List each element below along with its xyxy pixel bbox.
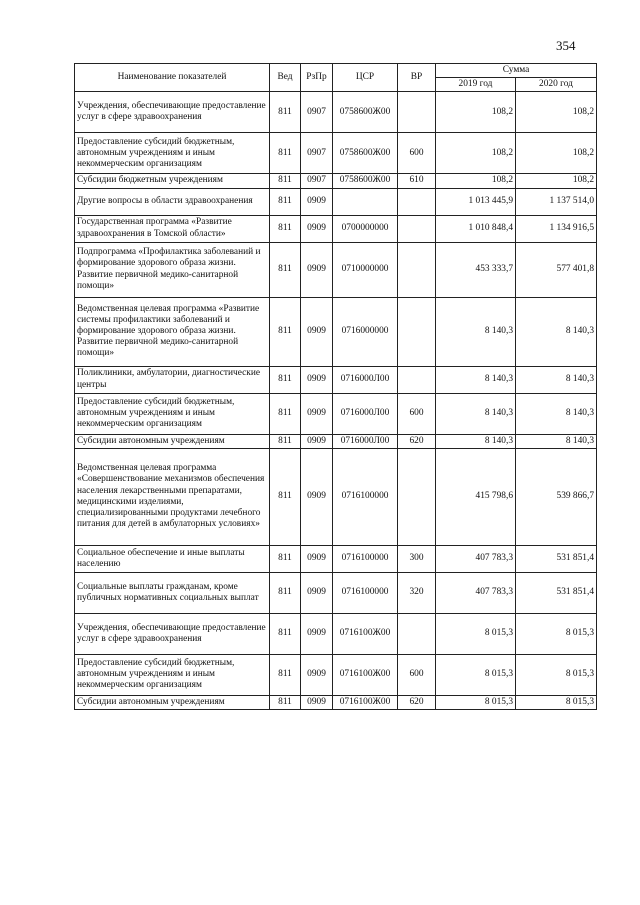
cell-vr: 600 [398,654,436,695]
cell-2019: 407 783,3 [436,572,516,613]
cell-name: Субсидии автономным учреждениям [75,695,270,709]
cell-csr [333,188,398,215]
table-row [75,393,597,434]
cell-2020: 8 015,3 [516,654,597,695]
cell-rzpr: 0909 [301,613,333,654]
cell-2020: 531 851,4 [516,572,597,613]
cell-vr [398,448,436,545]
cell-csr: 0716100000 [333,545,398,572]
cell-2019: 1 010 848,4 [436,215,516,242]
cell-rzpr: 0907 [301,133,333,174]
cell-vr: 600 [398,393,436,434]
cell-csr: 0758600Ж00 [333,92,398,133]
cell-vr: 600 [398,133,436,174]
table-row [75,297,597,366]
cell-ved: 811 [270,545,301,572]
cell-vr [398,613,436,654]
cell-rzpr: 0909 [301,545,333,572]
cell-2020: 8 140,3 [516,393,597,434]
cell-2019: 108,2 [436,174,516,188]
table-row [75,613,597,654]
header-sum: Сумма [436,64,597,78]
cell-ved: 811 [270,366,301,393]
cell-vr: 320 [398,572,436,613]
table-row [75,188,597,215]
cell-rzpr: 0909 [301,393,333,434]
cell-2020: 8 015,3 [516,613,597,654]
cell-2019: 108,2 [436,133,516,174]
cell-ved: 811 [270,215,301,242]
cell-ved: 811 [270,572,301,613]
cell-csr: 0716100Ж00 [333,695,398,709]
cell-name: Ведомственная целевая программа «Совершенствование механизмов обеспечения населения лекарственными препаратами, медицинскими изделиями, специализированными продуктами лечебного питания для детей в амбулаторных условиях» [75,448,270,545]
cell-2020: 8 140,3 [516,297,597,366]
cell-vr: 610 [398,174,436,188]
cell-ved: 811 [270,133,301,174]
cell-name: Государственная программа «Развитие здравоохранения в Томской области» [75,215,270,242]
header-year-2019: 2019 год [436,78,516,92]
cell-csr: 0700000000 [333,215,398,242]
table-body [75,92,597,710]
cell-rzpr: 0907 [301,174,333,188]
table-row [75,572,597,613]
cell-ved: 811 [270,174,301,188]
cell-name: Социальные выплаты гражданам, кроме публичных нормативных социальных выплат [75,572,270,613]
table-row [75,654,597,695]
cell-2019: 415 798,6 [436,448,516,545]
cell-2019: 8 140,3 [436,434,516,448]
cell-name: Подпрограмма «Профилактика заболеваний и формирование здорового образа жизни. Развитие первичной медико-санитарной помощи» [75,242,270,297]
header-name: Наименование показателей [75,64,270,92]
cell-name: Другие вопросы в области здравоохранения [75,188,270,215]
cell-csr: 0716000000 [333,297,398,366]
cell-2020: 8 015,3 [516,695,597,709]
cell-ved: 811 [270,297,301,366]
header-ved: Вед [270,64,301,92]
cell-2019: 8 015,3 [436,654,516,695]
cell-ved: 811 [270,188,301,215]
cell-ved: 811 [270,393,301,434]
cell-name: Поликлиники, амбулатории, диагностические центры [75,366,270,393]
cell-ved: 811 [270,242,301,297]
cell-vr [398,297,436,366]
cell-ved: 811 [270,434,301,448]
cell-vr [398,92,436,133]
cell-vr: 620 [398,434,436,448]
cell-rzpr: 0909 [301,297,333,366]
cell-2019: 8 015,3 [436,695,516,709]
cell-2019: 453 333,7 [436,242,516,297]
cell-2020: 577 401,8 [516,242,597,297]
cell-2020: 108,2 [516,92,597,133]
page-number: 354 [556,38,576,53]
table-row [75,695,597,709]
cell-ved: 811 [270,448,301,545]
cell-csr: 0716000Л00 [333,434,398,448]
cell-rzpr: 0907 [301,92,333,133]
cell-rzpr: 0909 [301,242,333,297]
table-header [75,64,597,92]
cell-2020: 8 140,3 [516,434,597,448]
header-year-2020: 2020 год [516,78,597,92]
cell-name: Учреждения, обеспечивающие предоставление услуг в сфере здравоохранения [75,613,270,654]
cell-rzpr: 0909 [301,654,333,695]
cell-2020: 1 134 916,5 [516,215,597,242]
cell-vr [398,366,436,393]
table-row [75,366,597,393]
cell-2019: 8 140,3 [436,366,516,393]
cell-name: Предоставление субсидий бюджетным, автономным учреждениям и иным некоммерческим организациям [75,393,270,434]
cell-2020: 8 140,3 [516,366,597,393]
cell-2020: 1 137 514,0 [516,188,597,215]
cell-rzpr: 0909 [301,572,333,613]
cell-vr [398,215,436,242]
cell-csr: 0716100000 [333,572,398,613]
cell-rzpr: 0909 [301,695,333,709]
cell-csr: 0716100Ж00 [333,613,398,654]
cell-2019: 1 013 445,9 [436,188,516,215]
cell-ved: 811 [270,654,301,695]
cell-2020: 108,2 [516,174,597,188]
cell-csr: 0716000Л00 [333,366,398,393]
table-row [75,215,597,242]
table-row [75,242,597,297]
cell-ved: 811 [270,613,301,654]
header-rzpr: РзПр [301,64,333,92]
cell-name: Субсидии бюджетным учреждениям [75,174,270,188]
cell-csr: 0716000Л00 [333,393,398,434]
cell-rzpr: 0909 [301,434,333,448]
cell-2019: 108,2 [436,92,516,133]
cell-2019: 8 140,3 [436,393,516,434]
cell-2019: 8 015,3 [436,613,516,654]
cell-csr: 0758600Ж00 [333,133,398,174]
cell-2020: 539 866,7 [516,448,597,545]
header-vr: ВР [398,64,436,92]
cell-ved: 811 [270,695,301,709]
cell-name: Учреждения, обеспечивающие предоставление услуг в сфере здравоохранения [75,92,270,133]
cell-csr: 0716100Ж00 [333,654,398,695]
cell-vr: 620 [398,695,436,709]
table-row [75,448,597,545]
cell-2019: 407 783,3 [436,545,516,572]
cell-vr: 300 [398,545,436,572]
cell-rzpr: 0909 [301,448,333,545]
budget-table [74,63,597,710]
cell-name: Ведомственная целевая программа «Развитие системы профилактики заболеваний и формирование здорового образа жизни. Развитие первичной медико-санитарной помощи» [75,297,270,366]
table-row [75,174,597,188]
cell-rzpr: 0909 [301,188,333,215]
cell-csr: 0758600Ж00 [333,174,398,188]
cell-csr: 0710000000 [333,242,398,297]
table-row [75,133,597,174]
cell-rzpr: 0909 [301,215,333,242]
table-row [75,92,597,133]
cell-2020: 108,2 [516,133,597,174]
cell-rzpr: 0909 [301,366,333,393]
cell-vr [398,242,436,297]
table-row [75,545,597,572]
cell-2019: 8 140,3 [436,297,516,366]
table-row [75,434,597,448]
cell-name: Предоставление субсидий бюджетным, автономным учреждениям и иным некоммерческим организациям [75,133,270,174]
cell-csr: 0716100000 [333,448,398,545]
cell-name: Субсидии автономным учреждениям [75,434,270,448]
cell-vr [398,188,436,215]
cell-name: Предоставление субсидий бюджетным, автономным учреждениям и иным некоммерческим организациям [75,654,270,695]
header-csr: ЦСР [333,64,398,92]
cell-ved: 811 [270,92,301,133]
cell-name: Социальное обеспечение и иные выплаты населению [75,545,270,572]
cell-2020: 531 851,4 [516,545,597,572]
